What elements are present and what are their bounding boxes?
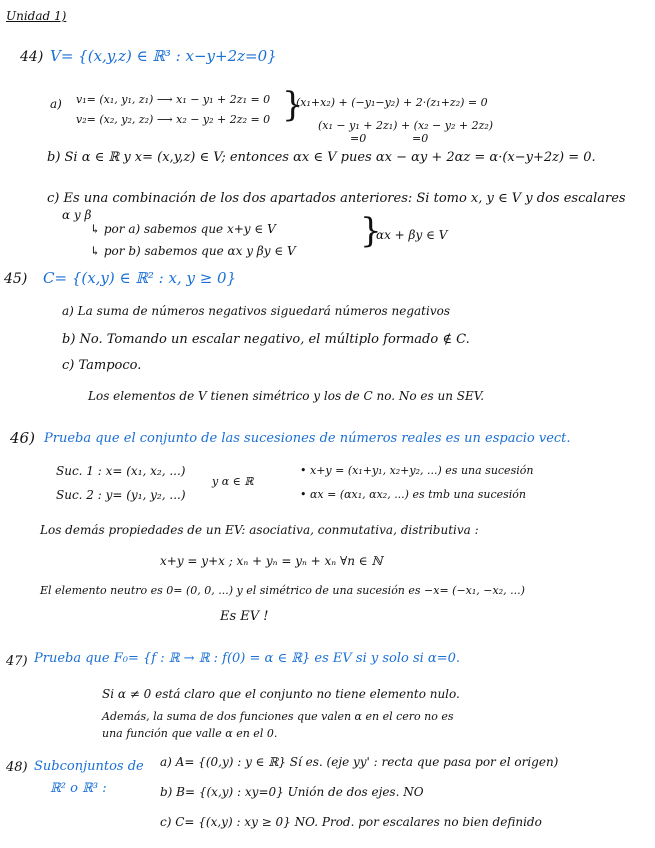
explanation-line: Además, la suma de dos funciones que valen α en el cero no es [102,710,454,723]
right-brace: } [360,211,382,251]
part-b-line: b) B= {(x,y) : xy=0} Unión de dos ejes. NO [160,785,424,799]
explanation-line: Si α ≠ 0 está claro que el conjunto no tiene elemento nulo. [102,687,460,701]
sequence-1: Suc. 1 : x= (x₁, x₂, ...) [56,464,186,478]
part-c-line: c) C= {(x,y) : xy ≥ 0} NO. Prod. por escalares no bien definido [160,815,542,829]
part-c-line: c) Es una combinación de los dos apartados anteriores: Si tomo x, y ∈ V y dos escalares [47,191,626,206]
exercise-number: 45) [4,271,28,287]
conclusion: Es EV ! [220,609,269,624]
part-a-line: a) A= {(0,y) : y ∈ ℝ} Sí es. (eje yy' : recta que pasa por el origen) [160,755,559,769]
exercise-number: 44) [20,49,44,65]
neutral-element-line: El elemento neutro es 0= (0, 0, ...) y el simétrico de una sucesión es −x= (−x₁, −x₂, ...) [40,584,525,597]
exercise-title: Subconjuntos de [34,759,144,774]
commutative-line: x+y = y+x ; xₙ + yₙ = yₙ + xₙ ∀n ∈ ℕ [160,554,383,568]
part-c-result: αx + βy ∈ V [376,228,448,242]
exercise-number: 46) [10,429,35,447]
part-b-line: b) Si α ∈ ℝ y x= (x,y,z) ∈ V; entonces αx ∈ V pues αx − αy + 2αz = α·(x−y+2z) = 0. [47,150,596,165]
sum-equation: (x₁+x₂) + (−y₁−y₂) + 2·(z₁+z₂) = 0 [296,96,488,109]
page-header: Unidad 1) [6,9,67,23]
properties-line: Los demás propiedades de un EV: asociativa, conmutativa, distributiva : [40,523,479,537]
part-a-line: a) La suma de números negativos siguedará números negativos [62,304,451,318]
exercise-title: Prueba que F₀= {f : ℝ → ℝ : f(0) = α ∈ ℝ} es EV si y solo si α=0. [34,651,460,666]
right-brace: } [282,85,304,125]
part-c-step-a: ↳ por a) sabemos que x+y ∈ V [90,222,276,236]
part-c-scalars: α y β [62,208,92,222]
part-c-step-b: ↳ por b) sabemos que αx y βy ∈ V [90,244,296,258]
exercise-number: 47) [6,654,28,669]
exercise-number: 48) [6,760,28,775]
explanation-line: una función que valle α en el 0. [102,727,278,740]
sum-regrouped: (x₁ − y₁ + 2z₁) + (x₂ − y₂ + 2z₂) [318,119,494,132]
exercise-title: Prueba que el conjunto de las sucesiones de números reales es un espacio vect. [44,431,571,446]
exercise-title: V= {(x,y,z) ∈ ℝ³ : x−y+2z=0} [50,47,277,65]
bullet-sum: • x+y = (x₁+y₁, x₂+y₂, ...) es una sucesión [300,464,534,477]
part-label: a) [50,97,62,111]
scalar-alpha: y α ∈ ℝ [212,475,254,488]
part-c-line: c) Tampoco. [62,358,142,373]
zero-annotation: =0 [412,132,429,145]
sequence-2: Suc. 2 : y= (y₁, y₂, ...) [56,488,186,502]
exercise-title-cont: ℝ² o ℝ³ : [50,781,107,796]
part-b-line: b) No. Tomando un escalar negativo, el múltiplo formado ∉ C. [62,332,470,347]
exercise-title: C= {(x,y) ∈ ℝ² : x, y ≥ 0} [43,269,237,287]
bullet-scalar: • αx = (αx₁, αx₂, ...) es tmb una sucesión [300,488,526,501]
note-line: Los elementos de V tienen simétrico y los de C no. No es un SEV. [88,389,485,403]
vector-v1-line: v₁= (x₁, y₁, z₁) ⟶ x₁ − y₁ + 2z₁ = 0 [76,93,271,106]
vector-v2-line: v₂= (x₂, y₂, z₂) ⟶ x₂ − y₂ + 2z₂ = 0 [76,113,271,126]
zero-annotation: =0 [350,132,367,145]
